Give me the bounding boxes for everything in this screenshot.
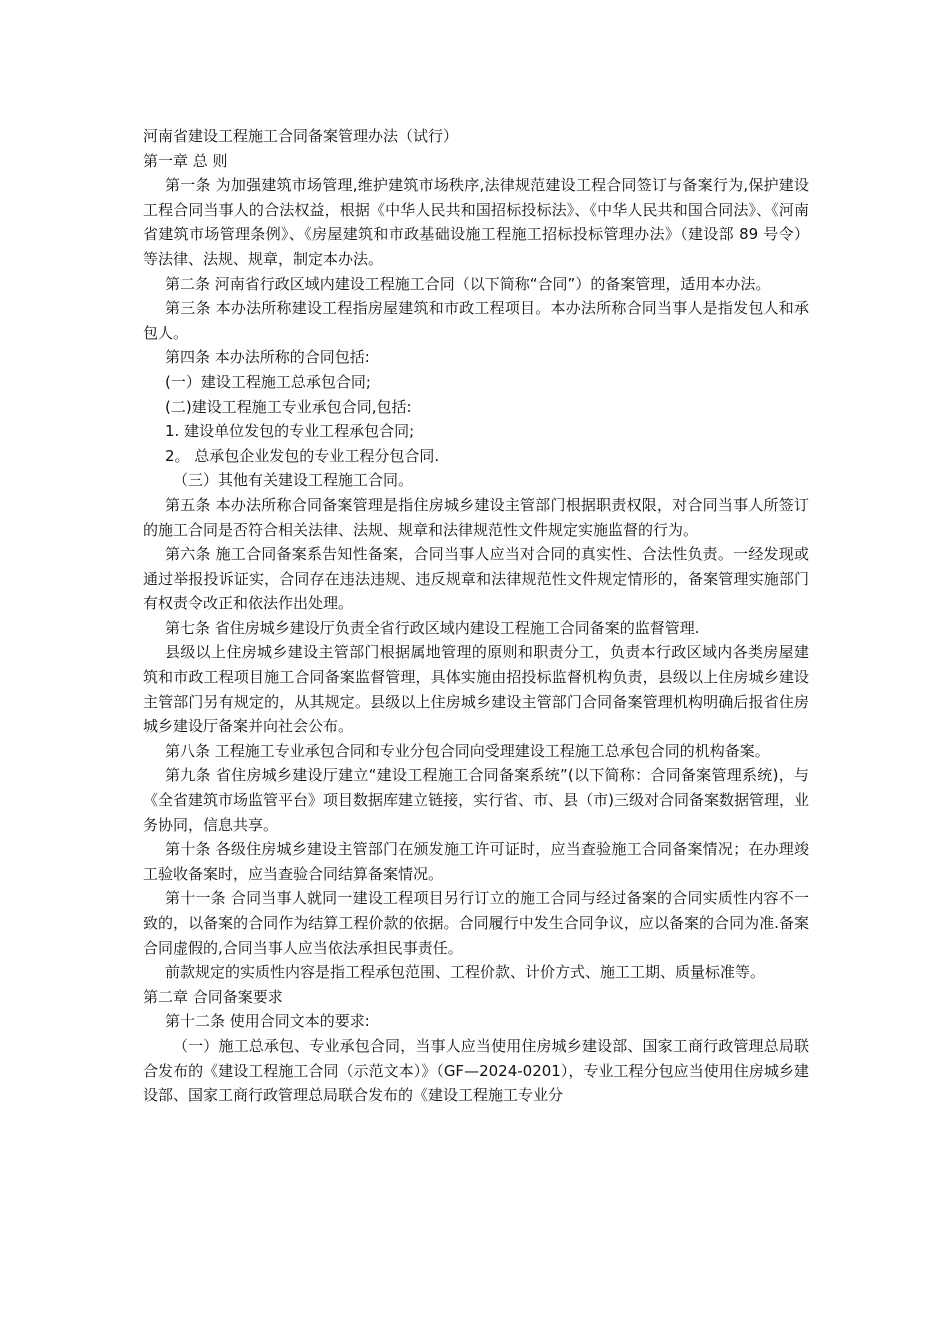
- article-3: 第三条 本办法所称建设工程指房屋建筑和市政工程项目。本办法所称合同当事人是指发包人和承包人。: [143, 299, 809, 342]
- article-11: 第十一条 合同当事人就同一建设工程项目另行订立的施工合同与经过备案的合同实质性内容不一致的，以备案的合同作为结算工程价款的依据。合同履行中发生合同争议，应以备案的合同为准.备案合同虚假的,合同当事人应当依法承担民事责任。: [143, 889, 809, 957]
- chapter-heading: 第二章 合同备案要求: [143, 987, 283, 1006]
- article-4-item-1: (一）建设工程施工总承包合同;: [165, 372, 371, 391]
- article-2: 第二条 河南省行政区域内建设工程施工合同（以下简称“合同”）的备案管理，适用本办法。: [165, 274, 771, 293]
- article-4-item-2-2: 2。 总承包企业发包的专业工程分包合同.: [165, 446, 440, 465]
- article-7-paragraph-2: 县级以上住房城乡建设主管部门根据属地管理的原则和职责分工，负责本行政区域内各类房屋建筑和市政工程项目施工合同备案监督管理，具体实施由招投标监督机构负责，县级以上住房城乡建设主管部门另有规定的，从其规定。县级以上住房城乡建设主管部门合同备案管理机构明确后报省住房城乡建设厅备案并向社会公布。: [143, 643, 809, 736]
- article-12: 第十二条 使用合同文本的要求:: [165, 1012, 370, 1031]
- article-9: 第九条 省住房城乡建设厅建立“建设工程施工合同备案系统”(以下简称：合同备案管理系统)，与《全省建筑市场监管平台》项目数据库建立链接，实行省、市、县（市)三级对合同备案数据管理，业务协同，信息共享。: [143, 766, 809, 834]
- chapter-heading: 第一章 总 则: [143, 151, 228, 170]
- article-4: 第四条 本办法所称的合同包括:: [165, 348, 370, 367]
- article-12-item-1: （一）施工总承包、专业承包合同，当事人应当使用住房城乡建设部、国家工商行政管理总局联合发布的《建设工程施工合同（示范文本）》（GF—2024-0201），专业工程分包应当使用住房城乡建设部、国家工商行政管理总局联合发布的《建设工程施工专业分: [143, 1036, 809, 1105]
- article-6: 第六条 施工合同备案系告知性备案，合同当事人应当对合同的真实性、合法性负责。一经发现或通过举报投诉证实，合同存在违法违规、违反规章和法律规范性文件规定情形的，备案管理实施部门有权责令改正和依法作出处理。: [143, 545, 809, 613]
- article-1: 第一条 为加强建筑市场管理,维护建筑市场秩序,法律规范建设工程合同签订与备案行为,保护建设工程合同当事人的合法权益，根据《中华人民共和国招标投标法》、《中华人民共和国合同法》、《河南省建筑市场管理条例》、《房屋建筑和市政基础设施工程施工招标投标管理办法》（建设部 89 号令）等法律、法规、规章，制定本办法。: [143, 176, 809, 268]
- article-4-item-3: （三）其他有关建设工程施工合同。: [173, 471, 414, 490]
- article-11-paragraph-2: 前款规定的实质性内容是指工程承包范围、工程价款、计价方式、施工工期、质量标准等。: [165, 963, 766, 982]
- article-7: 第七条 省住房城乡建设厅负责全省行政区域内建设工程施工合同备案的监督管理.: [165, 618, 700, 637]
- article-8: 第八条 工程施工专业承包合同和专业分包合同向受理建设工程施工总承包合同的机构备案。: [165, 741, 770, 760]
- document-title: 河南省建设工程施工合同备案管理办法（试行）: [143, 127, 459, 145]
- article-4-item-2: (二)建设工程施工专业承包合同,包括:: [165, 397, 412, 416]
- article-4-item-2-1: 1. 建设单位发包的专业工程承包合同;: [165, 422, 415, 441]
- document-page: [143, 124, 809, 1108]
- article-5: 第五条 本办法所称合同备案管理是指住房城乡建设主管部门根据职责权限，对合同当事人所签订的施工合同是否符合相关法律、法规、规章和法律规范性文件规定实施监督的行为。: [143, 495, 809, 539]
- article-10: 第十条 各级住房城乡建设主管部门在颁发施工许可证时，应当查验施工合同备案情况；在办理竣工验收备案时，应当查验合同结算备案情况。: [143, 840, 809, 883]
